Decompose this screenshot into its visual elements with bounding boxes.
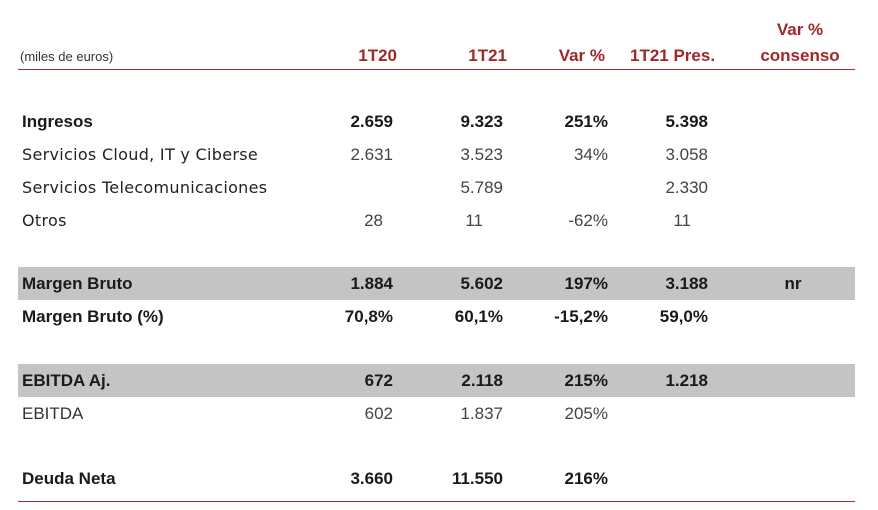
table-row-ebitda-aj bbox=[18, 364, 855, 397]
table-row-deuda-neta bbox=[18, 462, 855, 495]
table-row-margen-bruto bbox=[18, 267, 855, 300]
cell-1t20: 3.660 bbox=[350, 469, 393, 488]
row-label: Ingresos bbox=[22, 112, 93, 131]
row-label: Servicios Cloud, IT y Ciberse bbox=[22, 145, 259, 164]
cell-1t20: 672 bbox=[364, 371, 393, 390]
cell-1t21: 3.523 bbox=[460, 145, 503, 164]
cell-1t21: 11 bbox=[465, 211, 483, 230]
table-row-ingresos bbox=[18, 105, 855, 138]
cell-1t21: 11.550 bbox=[451, 469, 503, 488]
cell-pres: 2.330 bbox=[665, 178, 708, 197]
cell-var: 197% bbox=[564, 274, 608, 293]
cell-pres: 3.188 bbox=[665, 274, 708, 293]
col-header-var-consenso-line1: Var % bbox=[776, 20, 824, 39]
header-rule bbox=[18, 69, 855, 70]
table-row-margen-bruto-pct bbox=[18, 300, 855, 333]
cell-1t21: 5.789 bbox=[460, 178, 503, 197]
cell-1t21: 2.118 bbox=[461, 371, 503, 390]
cell-pres: 1.218 bbox=[665, 371, 708, 390]
table-row-telecom bbox=[18, 171, 855, 204]
table-row-ebitda bbox=[18, 397, 855, 430]
cell-pres: 59,0% bbox=[659, 307, 708, 326]
cell-pres: 3.058 bbox=[665, 145, 708, 164]
cell-pres: 11 bbox=[673, 211, 691, 230]
cell-1t20: 70,8% bbox=[344, 307, 393, 326]
col-header-var-consenso-line2: consenso bbox=[760, 46, 840, 65]
col-header-1t21: 1T21 bbox=[468, 46, 507, 65]
cell-1t20: 602 bbox=[364, 404, 393, 423]
cell-1t20: 2.631 bbox=[350, 145, 393, 164]
cell-1t21: 5.602 bbox=[460, 274, 503, 293]
cell-1t21: 9.323 bbox=[460, 112, 503, 131]
cell-var: 215% bbox=[564, 371, 608, 390]
cell-var: 251% bbox=[564, 112, 608, 131]
cell-consenso: nr bbox=[784, 274, 802, 293]
row-label: EBITDA bbox=[22, 404, 84, 423]
unit-label: (miles de euros) bbox=[20, 49, 114, 64]
row-label: EBITDA Aj. bbox=[22, 371, 111, 390]
row-label: Otros bbox=[22, 211, 67, 230]
table-row-cloud bbox=[18, 138, 855, 171]
table-row-otros bbox=[18, 204, 855, 237]
cell-var: 205% bbox=[564, 404, 608, 423]
row-label: Margen Bruto (%) bbox=[22, 307, 164, 326]
col-header-1t20: 1T20 bbox=[358, 46, 397, 65]
cell-var: 34% bbox=[573, 145, 608, 164]
row-label: Deuda Neta bbox=[22, 469, 116, 488]
cell-1t21: 60,1% bbox=[454, 307, 503, 326]
row-label: Margen Bruto bbox=[22, 274, 133, 293]
cell-1t20: 1.884 bbox=[350, 274, 393, 293]
cell-var: -15,2% bbox=[554, 307, 608, 326]
cell-var: -62% bbox=[568, 211, 608, 230]
cell-1t20: 28 bbox=[364, 211, 383, 230]
cell-1t21: 1.837 bbox=[460, 404, 503, 423]
cell-pres: 5.398 bbox=[665, 112, 708, 131]
footer-rule bbox=[18, 501, 855, 502]
cell-var: 216% bbox=[564, 469, 608, 488]
row-label: Servicios Telecomunicaciones bbox=[22, 178, 268, 197]
col-header-pres: 1T21 Pres. bbox=[630, 46, 716, 65]
cell-1t20: 2.659 bbox=[350, 112, 393, 131]
col-header-var: Var % bbox=[558, 46, 605, 65]
